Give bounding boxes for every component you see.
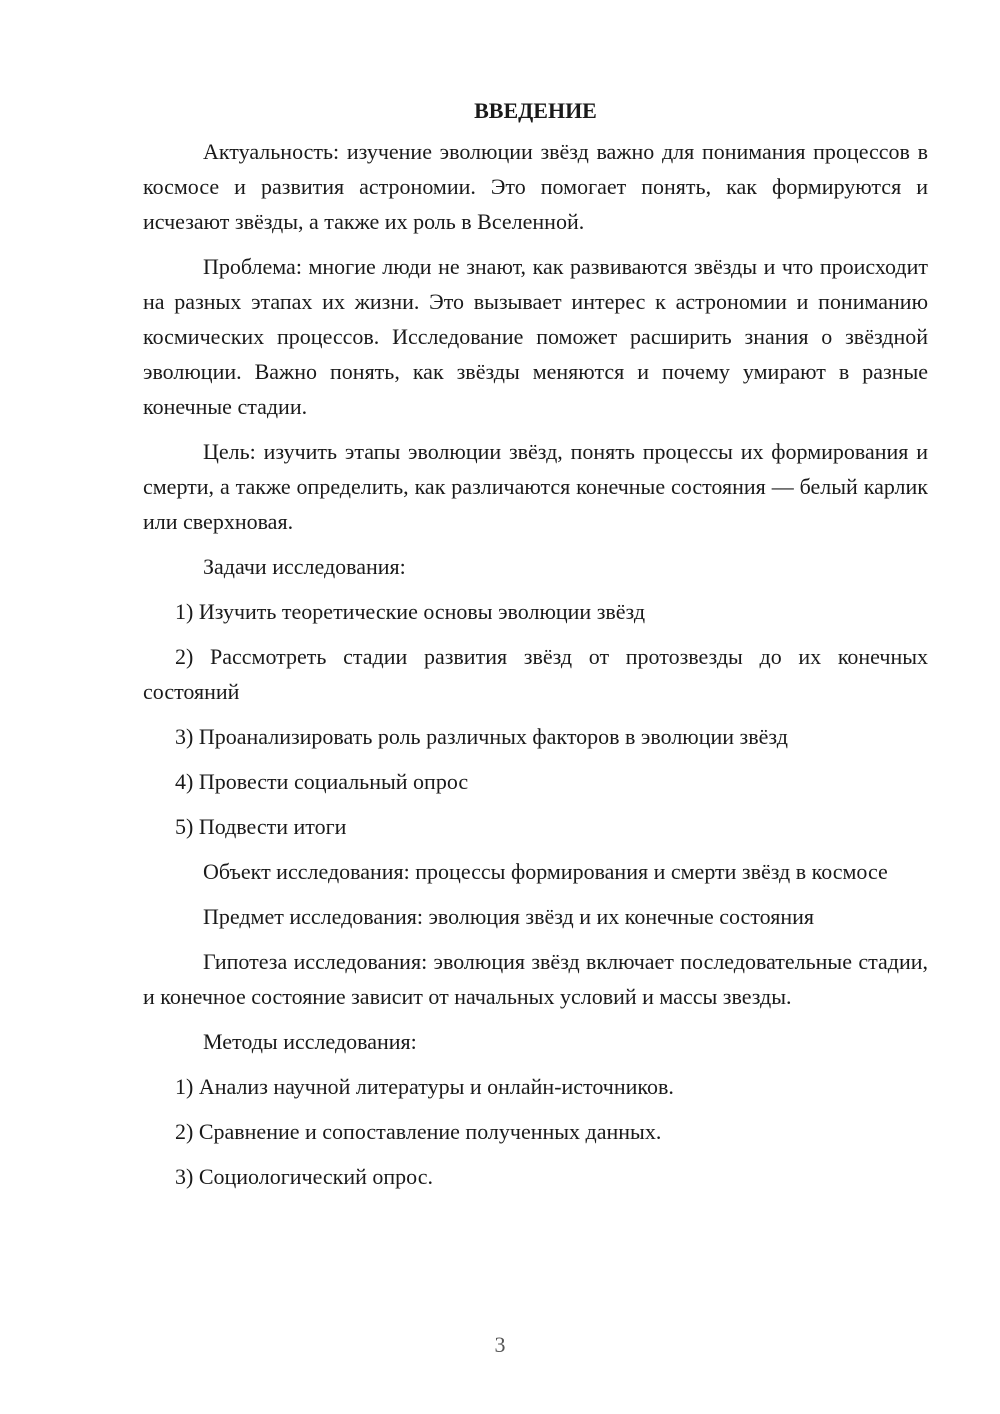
paragraph-object: Объект исследования: процессы формирования и смерти звёзд в космосе bbox=[203, 859, 888, 884]
paragraph-hypothesis: Гипотеза исследования: эволюция звёзд включает последовательные стадии, и конечное состояние зависит от начальных условий и массы звезды. bbox=[143, 949, 928, 1009]
page-title: ВВЕДЕНИЕ bbox=[474, 98, 597, 123]
method-item-1: 1) Анализ научной литературы и онлайн-источников. bbox=[175, 1074, 674, 1099]
paragraph-problem: Проблема: многие люди не знают, как развиваются звёзды и что происходит на разных этапах их жизни. Это вызывает интерес к астрономии и пониманию космических процессов. Исследование поможет расширить знания о звёздной эволюции. Важно понять, как звёзды меняются и почему умирают в разные конечные стадии. bbox=[143, 254, 928, 419]
task-item-3: 3) Проанализировать роль различных факторов в эволюции звёзд bbox=[175, 724, 788, 749]
task-item-4: 4) Провести социальный опрос bbox=[175, 769, 469, 794]
page-number: 3 bbox=[494, 1332, 506, 1357]
method-item-3: 3) Социологический опрос. bbox=[175, 1164, 433, 1189]
document-page bbox=[143, 93, 928, 1204]
task-item-2: 2) Рассмотреть стадии развития звёзд от протозвезды до их конечных состояний bbox=[143, 644, 928, 704]
method-item-2: 2) Сравнение и сопоставление полученных данных. bbox=[175, 1119, 662, 1144]
task-item-5: 5) Подвести итоги bbox=[175, 814, 347, 839]
task-item-1: 1) Изучить теоретические основы эволюции звёзд bbox=[175, 599, 646, 624]
paragraph-goal: Цель: изучить этапы эволюции звёзд, понять процессы их формирования и смерти, а также определить, как различаются конечные состояния — белый карлик или сверхновая. bbox=[143, 439, 928, 534]
methods-title: Методы исследования: bbox=[203, 1029, 417, 1054]
paragraph-relevance: Актуальность: изучение эволюции звёзд важно для понимания процессов в космосе и развития астрономии. Это помогает понять, как формируются и исчезают звёзды, а также их роль в Вселенной. bbox=[143, 139, 928, 234]
tasks-title: Задачи исследования: bbox=[203, 554, 406, 579]
paragraph-subject: Предмет исследования: эволюция звёзд и их конечные состояния bbox=[203, 904, 815, 929]
